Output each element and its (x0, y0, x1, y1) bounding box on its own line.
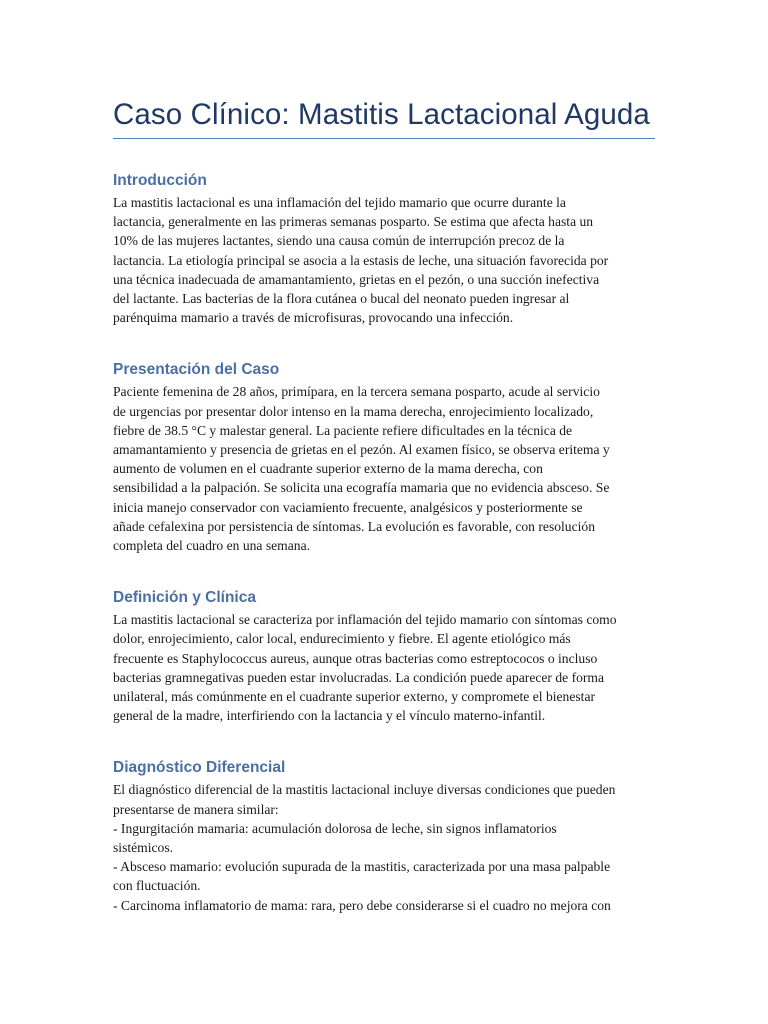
section-heading: Definición y Clínica (113, 589, 256, 607)
section-heading: Introducción (113, 172, 207, 189)
section-paragraph: Paciente femenina de 28 años, primípara, en la tercera semana posparto, acude al servicio de urgencias por presentar dolor intenso en la mama derecha, enrojecimiento localizado, fiebre de 38.5 °C y malestar general. La paciente refiere dificultades en la técnica de amamantamiento y presencia de grietas en el pezón. Al examen físico, se observa eritema y aumento de volumen en el cuadrante superior externo de la mama derecha, con sensibilidad a la palpación. Se solicita una ecografía mamaria que no evidencia absceso. Se inicia manejo conservador con vaciamiento frecuente, analgésicos y posteriormente se añade cefalexina por persistencia de síntomas. La evolución es favorable, con resolución completa del cuadro en una semana. (113, 384, 610, 554)
section-introduccion (113, 171, 655, 327)
section-paragraph: La mastitis lactacional es una inflamación del tejido mamario que ocurre durante la lactancia, generalmente en las primeras semanas posparto. Se estima que afecta hasta un 10% de las mujeres lactantes, siendo una causa común de interrupción precoz de la lactancia. La etiología principal se asocia a la estasis de leche, una situación favorecida por una técnica inadecuada de amamantamiento, grietas en el pezón, o una succión inefectiva del lactante. Las bacterias de la flora cutánea o bucal del neonato pueden ingresar al parénquima mamario a través de microfisuras, provocando una infección. (113, 195, 609, 326)
section-paragraph: La mastitis lactacional se caracteriza por inflamación del tejido mamario con síntomas como dolor, enrojecimiento, calor local, endurecimiento y fiebre. El agente etiológico más frecuente es Staphylococcus aureus, aunque otras bacterias como estreptococos o incluso bacterias gramnegativas pueden estar involucradas. La condición puede aparecer de forma unilateral, más comúnmente en el cuadrante superior externo, y compromete el bienestar general de la madre, interfiriendo con la lactancia y el vínculo materno-infantil. (113, 612, 617, 724)
section-diagnostico-diferencial (113, 758, 655, 914)
section-presentacion-del-caso (113, 360, 655, 555)
section-definicion-y-clinica (113, 588, 655, 725)
section-paragraph: El diagnóstico diferencial de la mastitis lactacional incluye diversas condiciones que pueden presentarse de manera similar: - Ingurgitación mamaria: acumulación dolorosa de leche, sin signos inflamatorios sistémicos. - Absceso mamario: evolución supurada de la mastitis, caracterizada por una masa palpable con fluctuación. - Carcinoma inflamatorio de mama: rara, pero debe considerarse si el cuadro no mejora con (113, 782, 616, 913)
section-heading: Presentación del Caso (113, 361, 280, 379)
document-title: Caso Clínico: Mastitis Lactacional Aguda (113, 96, 655, 139)
section-heading: Diagnóstico Diferencial (113, 759, 286, 777)
document-page (113, 0, 655, 915)
